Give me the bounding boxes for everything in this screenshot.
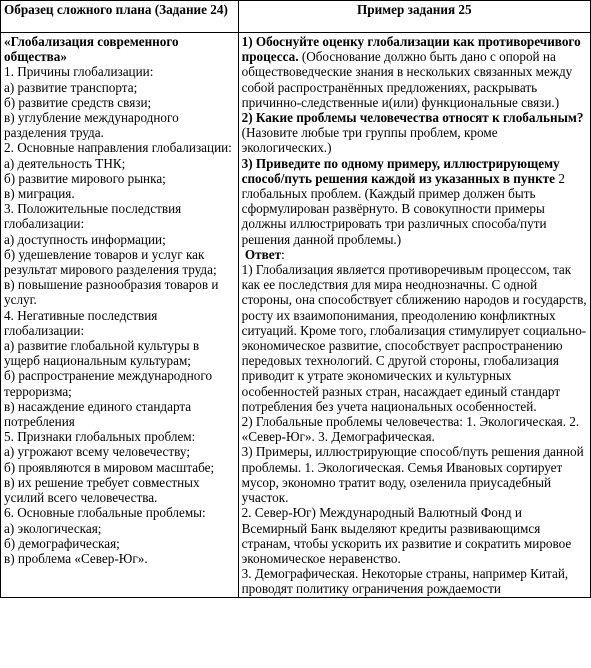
plan-line: 5. Признаки глобальных проблем: — [4, 429, 196, 445]
plan-line: б) развитие средств связи; — [4, 94, 152, 110]
question-1-bold: 1) Обоснуйте оценку глобализации как противоречивого процесса. — [241, 34, 581, 65]
right-header: Пример задания 25 — [238, 1, 590, 33]
plan-line: а) угрожают всему человечеству; — [4, 444, 190, 460]
plan-line: б) удешевление товаров и услуг как результат мирового разделения труда; — [4, 246, 217, 278]
plan-line: 6. Основные глобальные проблемы: — [4, 505, 206, 521]
answer-paragraph: 3) Примеры, иллюстрирующие способ/путь решения данной проблемы. 1. Экологическая. Семья Ивановых сортирует мусор, экономно тратит воду, озеленила приусадебный участок. — [241, 444, 584, 506]
answer-label: Ответ — [244, 246, 282, 262]
plan-line: а) экологическая; — [4, 520, 102, 536]
plan-line: 1. Причины глобализации: — [4, 64, 154, 80]
answer-heading — [242, 247, 587, 262]
question-3-bold: 3) Приведите по одному примеру, иллюстрирующему способ/путь решения каждой из указанных в пункте — [241, 155, 560, 186]
plan-line: в) углубление международного разделения труда. — [4, 110, 179, 141]
question-2 — [242, 110, 587, 156]
plan-line: в) их решение требует совместных усилий всего человечества. — [4, 474, 200, 506]
question-2-text: (Назовите любые три группы проблем, кроме экологических.) — [241, 125, 498, 156]
question-2-bold: 2) Какие проблемы человечества относят к глобальным? — [241, 110, 584, 126]
plan-line: б) развитие мирового рынка; — [4, 170, 166, 186]
answer-colon: : — [281, 246, 285, 262]
plan-line: в) насаждение единого стандарта потребления — [4, 398, 192, 430]
plan-line: в) миграция. — [4, 186, 75, 202]
header-row — [1, 1, 591, 33]
left-header: Образец сложного плана (Задание 24) — [1, 1, 239, 33]
plan-line: а) доступность информации; — [4, 231, 166, 247]
plan-line: 2. Основные направления глобализации: — [4, 140, 232, 156]
plan-line: а) развитие глобальной культуры в ущерб национальным культурам; — [4, 338, 200, 369]
plan-line: 4. Негативные последствия глобализации: — [4, 307, 158, 338]
content-row — [1, 33, 591, 598]
answer-paragraph: 2. Север-Юг) Международный Валютный Фонд и Всемирный Банк выделяют кредиты развивающимся странам, чтобы ускорить их развитие и сократить мировое экономическое неравенство. — [241, 505, 572, 566]
plan-line: а) деятельность ТНК; — [4, 155, 126, 171]
question-1-text: (Обоснование должно быть дано с опорой на обществоведческие знания в нескольких связанных между собой распространённых предложениях, раскрывать причинно-следственные и(или) функциональные связи.) — [241, 49, 573, 110]
plan-line: б) проявляются в мировом масштабе; — [4, 459, 215, 475]
answer-paragraph: 2) Глобальные проблемы человечества: 1. Экологическая. 2. «Север-Юг». 3. Демографическая. — [241, 414, 580, 445]
plan-line: в) проблема «Север-Юг». — [4, 550, 148, 566]
answer-paragraph: 3. Демографическая. Некоторые страны, например Китай, проводят политику ограничения рождаемости — [241, 566, 569, 597]
answer-paragraph: 1) Глобализация является противоречивым процессом, так как ее последствия для мира неоднозначны. С одной стороны, она способствует сближению народов и государств, росту их взаимопонимания, преодолению конфликтных ситуаций. Кроме того, глобализация стимулирует социально-экономическое развитие, способствует распространению передовых технологий. С другой стороны, глобализация приводит к утрате экономических и культурных особенностей разных стран, насаждает единый стандарт потребления без учета национальных особенностей. — [241, 262, 587, 414]
plan-cell — [1, 33, 239, 598]
question-3 — [242, 156, 587, 247]
plan-line: б) демографическая; — [4, 535, 120, 551]
plan-line: в) повышение разнообразия товаров и услуг. — [4, 277, 219, 308]
plan-line: а) развитие транспорта; — [4, 79, 138, 95]
plan-line: 3. Положительные последствия глобализации: — [4, 201, 182, 232]
question-3-text: 2 глобальных проблем. (Каждый пример должен быть сформулирован развёрнуто. В совокупности примеры должны иллюстрировать три различных способа/пути решения данной проблемы.) — [241, 170, 565, 247]
question-1 — [242, 34, 587, 110]
plan-line: б) распространение международного терроризма; — [4, 368, 213, 399]
task-cell — [238, 33, 590, 598]
plan-title: «Глобализация современного общества» — [4, 34, 179, 65]
